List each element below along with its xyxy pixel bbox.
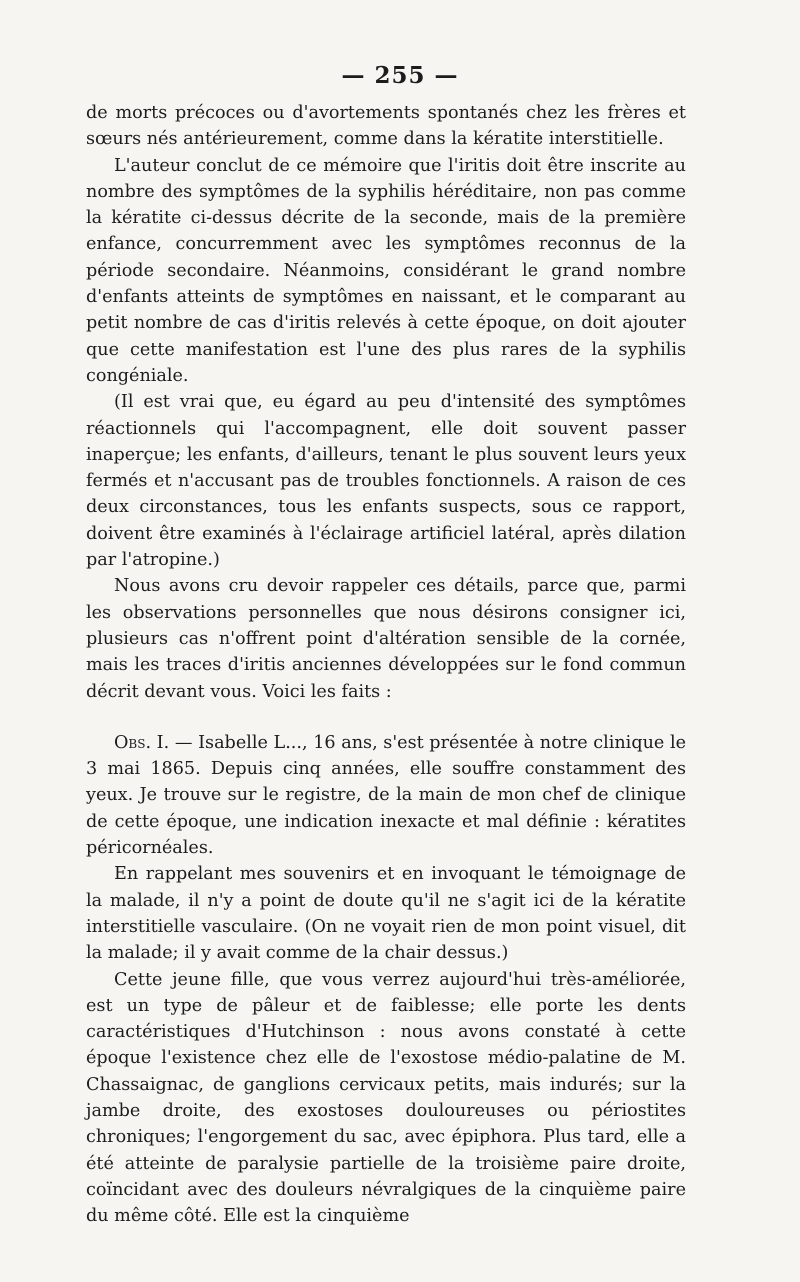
page-number: — 255 — — [341, 62, 459, 89]
body-text — [86, 100, 686, 1229]
paragraph-introduction-of-cases: Nous avons cru devoir rappeler ces détails, parce que, parmi les observations personnelles que nous désirons consigner ici, plusieurs cas n'offrent point d'altération sensible de la cornée, mais les traces d'iritis anciennes développées sur le fond commun décrit devant vous. Voici les faits : — [86, 576, 686, 702]
paragraph-continuation: de morts précoces ou d'avortements spontanés chez les frères et sœurs nés antérieurement, comme dans la kératite interstitielle. — [86, 103, 686, 150]
paragraph-observation-recollection: En rappelant mes souvenirs et en invoquant le témoignage de la malade, il n'y a point de doute qu'il ne s'agit ici de la kératite interstitielle vasculaire. (On ne voyait rien de mon point visuel, dit la malade; il y avait comme de la chair dessus.) — [86, 864, 686, 964]
observation-label: Obs. I. — — [114, 732, 193, 753]
observation-paragraph — [86, 730, 686, 861]
paragraph-observation-description: Cette jeune fille, que vous verrez aujourd'hui très-améliorée, est un type de pâleur et de faiblesse; elle porte les dents caractéristiques d'Hutchinson : nous avons constaté à cette époque l'existence chez elle de l'exostose médio-palatine de M. Chassaignac, de ganglions cervicaux petits, mais indurés; sur la jambe droite, des exostoses douloureuses ou périostites chroniques; l'engorgement du sac, avec épiphora. Plus tard, elle a été atteinte de paralysie partielle de la troisième paire droite, coïncidant avec des douleurs névralgiques de la cinquième paire du même côté. Elle est la cinquième — [86, 969, 686, 1227]
paragraph-parenthetical-note: (Il est vrai que, eu égard au peu d'intensité des symptômes réactionnels qui l'accompagnent, elle doit souvent passer inaperçue; les enfants, d'ailleurs, tenant le plus souvent leurs yeux fermés et n'accusant pas de troubles fonctionnels. A raison de ces deux circonstances, tous les enfants suspects, sous ce rapport, doivent être examinés à l'éclairage artificiel latéral, après dilation par l'atropine.) — [86, 392, 686, 571]
observation-text: Isabelle L..., 16 ans, s'est présentée à notre clinique le 3 mai 1865. Depuis cinq années, elle souffre constamment des yeux. Je trouve sur le registre, de la main de mon chef de clinique de cette époque, une indication inexacte et mal définie : kératites péricornéales. — [86, 732, 686, 859]
section-spacer — [86, 705, 686, 730]
paragraph-author-conclusion: L'auteur conclut de ce mémoire que l'iritis doit être inscrite au nombre des symptômes de la syphilis héréditaire, non pas comme la kératite ci-dessus décrite de la seconde, mais de la première enfance, concurremment avec les symptômes reconnus de la période secondaire. Néanmoins, considérant le grand nombre d'enfants atteints de symptômes en naissant, et le comparant au petit nombre de cas d'iritis relevés à cette époque, on doit ajouter que cette manifestation est l'une des plus rares de la syphilis congéniale. — [86, 155, 686, 386]
